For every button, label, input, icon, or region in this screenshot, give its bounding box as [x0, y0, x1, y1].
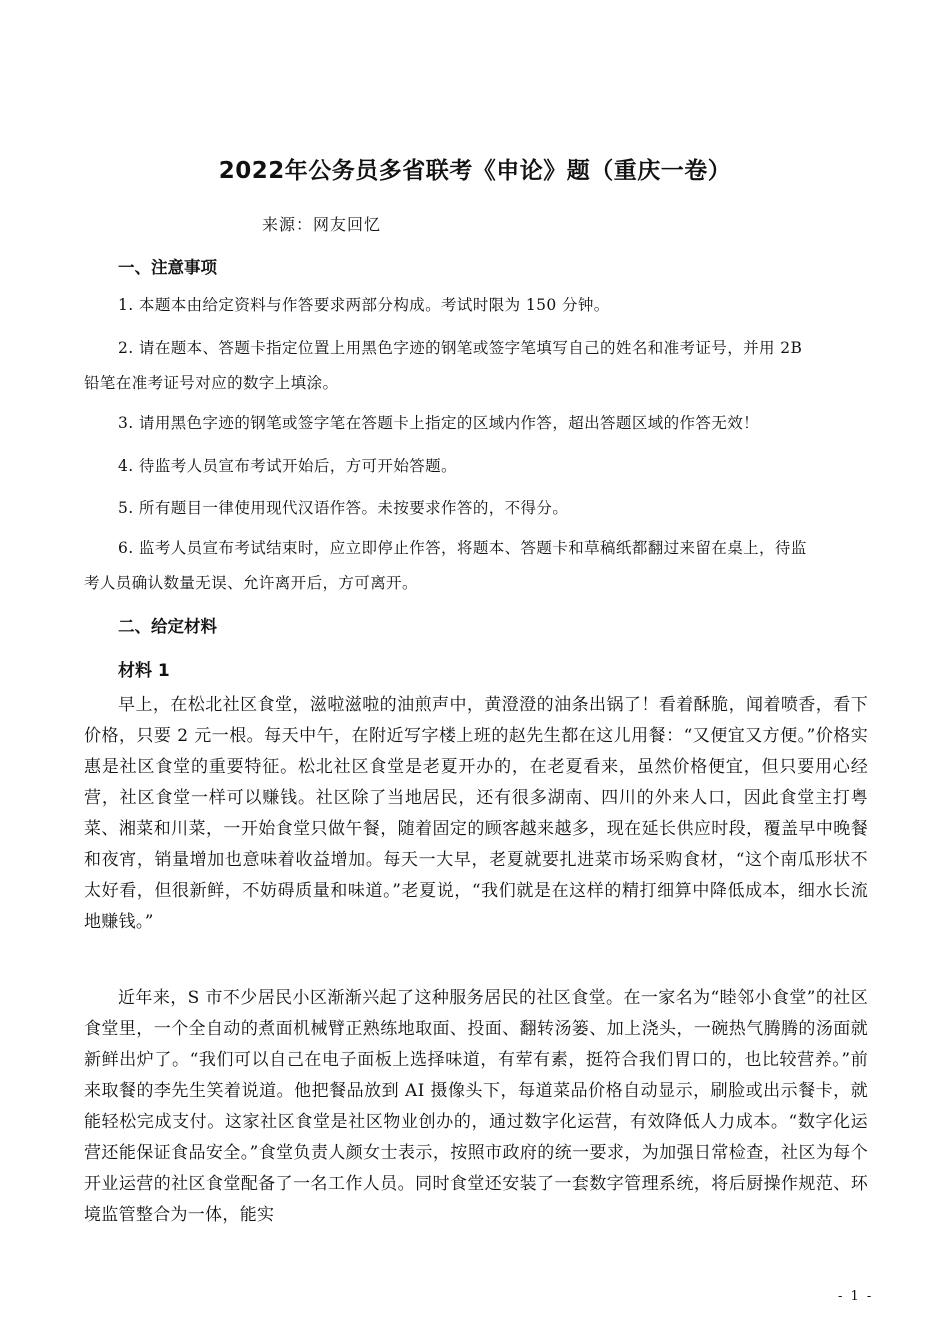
notice-text: 2. 请在题本、答题卡指定位置上用黑色字迹的钢笔或签字笔填写自己的姓名和准考证号，并用 2B: [118, 339, 803, 357]
notice-item-5: [118, 491, 860, 526]
document-title: 2022年公务员多省联考《申论》题（重庆一卷）: [218, 158, 732, 184]
material-paragraph-1: 早上，在松北社区食堂，滋啦滋啦的油煎声中，黄澄澄的油条出锅了！看着酥脆，闻着喷香，看下价格，只要 2 元一根。每天中午，在附近写字楼上班的赵先生都在这儿用餐：“又便宜又方便。”价格实惠是社区食堂的重要特征。松北社区食堂是老夏开办的，在老夏看来，虽然价格便宜，但只要用心经营，社区食堂一样可以赚钱。社区除了当地居民，还有很多湖南、四川的外来人口，因此食堂主打粤菜、湘菜和川菜，一开始食堂只做午餐，随着固定的顾客越来越多，现在延长供应时段，覆盖早中晚餐和夜宵，销量增加也意味着收益增加。每天一大早，老夏就要扎进菜市场采购食材，“这个南瓜形状不太好看，但很新鲜，不妨碍质量和味道。”老夏说，“我们就是在这样的精打细算中降低成本，细水长流地赚钱。”: [84, 695, 868, 932]
notice-item-6: [84, 531, 860, 601]
notice-text: 3. 请用黑色字迹的钢笔或签字笔在答题卡上指定的区域内作答，超出答题区域的作答无效！: [118, 414, 760, 432]
material-paragraph-2: 近年来，S 市不少居民小区渐渐兴起了这种服务居民的社区食堂。在一家名为“睦邻小食堂”的社区食堂里，一个全自动的煮面机械臂正熟练地取面、投面、翻转汤篓、加上浇头，一碗热气腾腾的汤面就新鲜出炉了。“我们可以自己在电子面板上选择味道，有荤有素，挺符合我们胃口的，也比较营养。”前来取餐的李先生笑着说道。他把餐品放到 AI 摄像头下，每道菜品价格自动显示，刷脸或出示餐卡，就能轻松完成支付。这家社区食堂是社区物业创办的，通过数字化运营，有效降低人力成本。“数字化运营还能保证食品安全。”食堂负责人颜女士表示，按照市政府的统一要求，为加强日常检查，社区为每个开业运营的社区食堂配备了一名工作人员。同时食堂还安装了一套数字管理系统，将后厨操作规范、环境监管整合为一体，能实: [84, 988, 868, 1225]
section-heading-materials: 二、给定材料: [118, 617, 217, 636]
notice-item-2: [84, 331, 860, 401]
notice-text: 5. 所有题目一律使用现代汉语作答。未按要求作答的，不得分。: [118, 499, 569, 517]
notice-item-3: [118, 406, 860, 441]
notice-item-4: [118, 449, 860, 484]
source-line: 来源：网友回忆: [262, 215, 382, 234]
notice-text: 4. 待监考人员宣布考试开始后，方可开始答题。: [118, 457, 457, 475]
notice-text-continued: 考人员确认数量无误、允许离开后，方可离开。: [84, 574, 418, 592]
section-heading-notes: 一、注意事项: [118, 258, 217, 277]
notice-item-1: [118, 288, 860, 323]
notice-text: 1. 本题本由给定资料与作答要求两部分构成。考试时限为 150 分钟。: [118, 296, 610, 314]
material-title: 材料 1: [118, 661, 170, 681]
notice-text: 6. 监考人员宣布考试结束时，应立即停止作答，将题本、答题卡和草稿纸都翻过来留在桌上，待监: [118, 539, 807, 557]
notice-text-continued: 铅笔在准考证号对应的数字上填涂。: [84, 374, 339, 392]
page-number: - 1 -: [838, 1289, 874, 1304]
